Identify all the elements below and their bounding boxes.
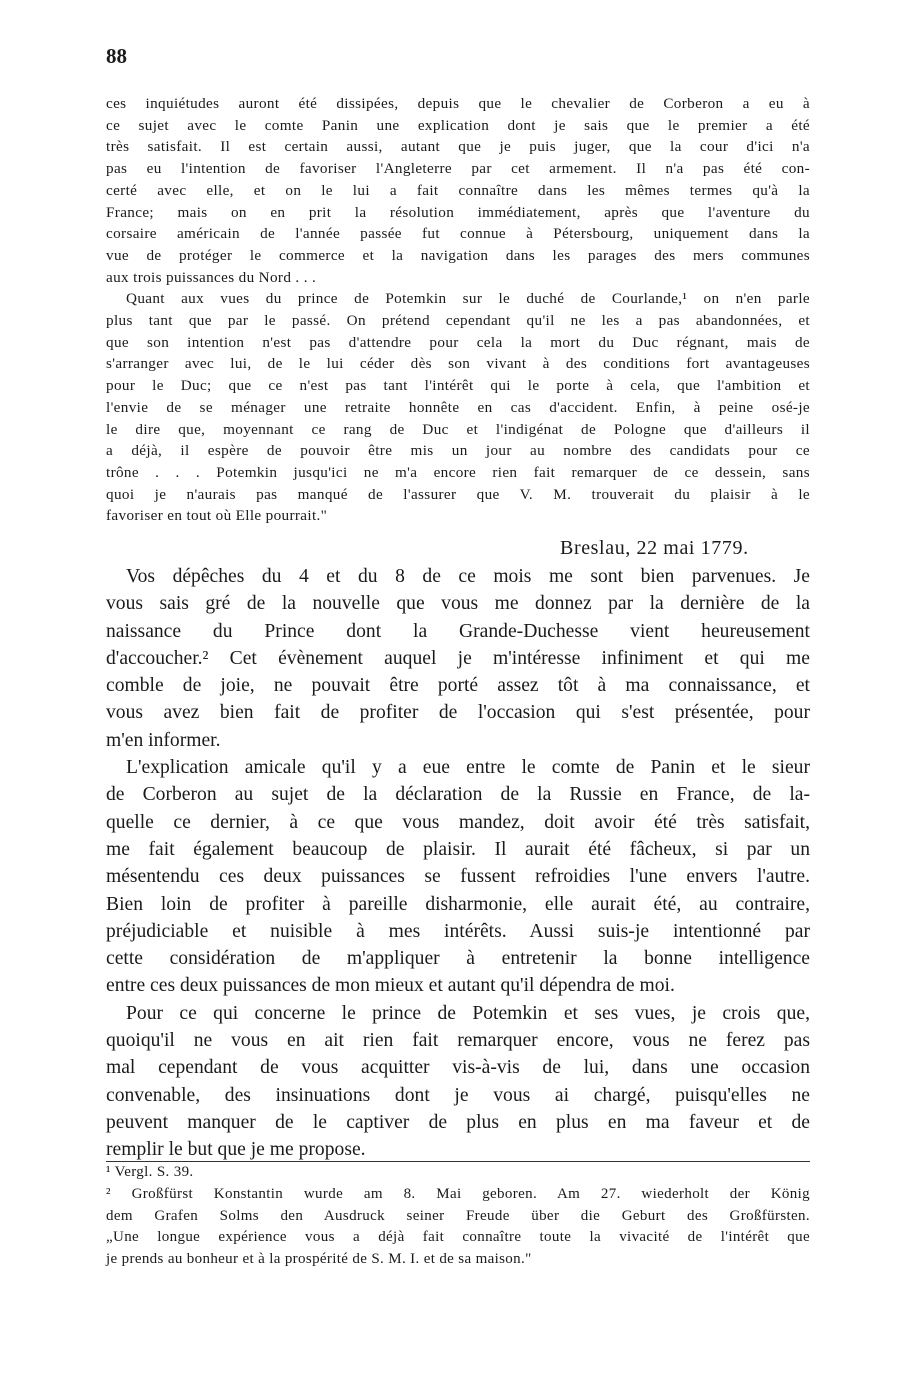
text-line: dem Grafen Solms den Ausdruck seiner Freude über die Geburt des Großfürsten. bbox=[106, 1207, 810, 1224]
text-line: Bien loin de profiter à pareille disharmonie, elle aurait été, au contraire, bbox=[106, 893, 810, 915]
text-line: certé avec elle, et on le lui a fait connaître dans les mêmes termes qu'à la bbox=[106, 181, 810, 199]
text-line: a déjà, il espère de pouvoir être mis un jour au nombre des candidats pour ce bbox=[106, 442, 810, 460]
text-line: corsaire américain de l'année passée fut connue à Pétersbourg, uniquement dans la bbox=[106, 225, 810, 243]
text-line: convenable, des insinuations dont je vous ai chargé, puisqu'elles ne bbox=[106, 1084, 810, 1106]
text-line: favoriser en tout où Elle pourrait." bbox=[106, 507, 328, 525]
text-line: ¹ Vergl. S. 39. bbox=[106, 1164, 194, 1180]
text-line: me fait également beaucoup de plaisir. Il aurait été fâcheux, si par un bbox=[106, 838, 810, 860]
text-line: quoi je n'aurais pas manqué de l'assurer que V. M. trouverait du plaisir à le bbox=[106, 485, 810, 503]
text-line: L'explication amicale qu'il y a eue entre le comte de Panin et le sieur bbox=[126, 757, 810, 779]
letter-paragraph-2 bbox=[106, 754, 810, 1000]
quote-paragraph-1 bbox=[106, 93, 810, 288]
text-line: que son intention n'est pas d'attendre pour cela la mort du Duc régnant, mais de bbox=[106, 333, 810, 351]
footnote-1 bbox=[106, 1162, 810, 1184]
text-line: très satisfait. Il est certain aussi, autant que je puis juger, que la cour d'ici n'a bbox=[106, 138, 810, 156]
letter-paragraph-1 bbox=[106, 563, 810, 754]
text-line: pour le Duc; que ce n'est pas tant l'intérêt qui le porte à cela, que l'ambition et bbox=[106, 377, 810, 395]
text-line: préjudiciable et nuisible à mes intérêts. Aussi suis-je intentionné par bbox=[106, 920, 810, 942]
dateline: Breslau, 22 mai 1779. bbox=[560, 537, 749, 559]
text-line: ces inquiétudes auront été dissipées, depuis que le chevalier de Corberon a eu à bbox=[106, 95, 810, 112]
text-line: Vos dépêches du 4 et du 8 de ce mois me sont bien parvenues. Je bbox=[126, 566, 810, 587]
text-line: entre ces deux puissances de mon mieux et autant qu'il dépendra de moi. bbox=[106, 975, 675, 997]
text-line: mal cependant de vous acquitter vis-à-vis de lui, dans une occasion bbox=[106, 1057, 810, 1079]
text-line: vue de protéger le commerce et la navigation dans les parages des mers communes bbox=[106, 246, 810, 264]
text-line: Pour ce qui concerne le prince de Potemkin et ses vues, je crois que, bbox=[126, 1002, 810, 1024]
text-line: „Une longue expérience vous a déjà fait connaître toute la vivacité de l'intérêt que bbox=[106, 1229, 810, 1246]
text-line: peuvent manquer de le captiver de plus en plus en ma faveur et de bbox=[106, 1111, 810, 1133]
text-line: plus tant que par le passé. On prétend cependant qu'il ne les a pas abandonnées, et bbox=[106, 312, 810, 330]
text-line: Quant aux vues du prince de Potemkin sur le duché de Courlande,¹ on n'en parle bbox=[126, 290, 810, 308]
text-line: mésentendu ces deux puissances se fussent refroidies l'une envers l'autre. bbox=[106, 866, 810, 888]
text-line: cette considération de m'appliquer à entretenir la bonne intelligence bbox=[106, 948, 810, 970]
letter-body bbox=[106, 563, 810, 1164]
text-line: aux trois puissances du Nord . . . bbox=[106, 268, 317, 286]
footnote-2 bbox=[106, 1184, 810, 1271]
text-line: je prends au bonheur et à la prospérité de S. M. I. et de sa maison." bbox=[106, 1251, 532, 1268]
text-line: d'accoucher.² Cet évènement auquel je m'intéresse infiniment et qui me bbox=[106, 647, 810, 669]
text-line: vous avez bien fait de profiter de l'occasion qui s'est présentée, pour bbox=[106, 702, 810, 724]
text-line: s'arranger avec lui, de le lui céder dès son vivant à des conditions fort avantageuses bbox=[106, 355, 810, 373]
text-line: comble de joie, ne pouvait être porté assez tôt à ma connaissance, et bbox=[106, 675, 810, 697]
text-line: ² Großfürst Konstantin wurde am 8. Mai geboren. Am 27. wiederholt der König bbox=[106, 1185, 810, 1202]
text-line: remplir le but que je me propose. bbox=[106, 1139, 366, 1161]
text-line: l'envie de se ménager une retraite honnête en cas d'accident. Enfin, à peine osé-je bbox=[106, 398, 810, 416]
text-line: France; mais on en prit la résolution immédiatement, après que l'aventure du bbox=[106, 203, 810, 221]
text-line: de Corberon au sujet de la déclaration de la Russie en France, de la- bbox=[106, 784, 810, 806]
quote-paragraph-2 bbox=[106, 288, 810, 527]
text-line: pas eu l'intention de favoriser l'Angleterre par cet armement. Il n'a pas été con- bbox=[106, 160, 810, 178]
footnotes bbox=[106, 1162, 810, 1271]
text-line: vous sais gré de la nouvelle que vous me donnez par la dernière de la bbox=[106, 593, 810, 615]
text-line: naissance du Prince dont la Grande-Duchesse vient heureusement bbox=[106, 620, 810, 642]
text-line: trône . . . Potemkin jusqu'ici ne m'a encore rien fait remarquer de ce dessein, sans bbox=[106, 463, 810, 481]
quoted-report bbox=[106, 93, 810, 527]
letter-paragraph-3 bbox=[106, 1000, 810, 1164]
text-line: le dire que, moyennant ce rang de Duc et l'indigénat de Pologne que d'ailleurs il bbox=[106, 420, 810, 438]
text-line: ce sujet avec le comte Panin une explication dont je sais que le premier a été bbox=[106, 116, 810, 134]
text-line: m'en informer. bbox=[106, 729, 221, 751]
text-line: quelle ce dernier, à ce que vous mandez, doit avoir été très satisfait, bbox=[106, 811, 810, 833]
text-line: quoiqu'il ne vous en ait rien fait remarquer encore, vous ne ferez pas bbox=[106, 1030, 810, 1052]
page-number: 88 bbox=[106, 44, 127, 68]
